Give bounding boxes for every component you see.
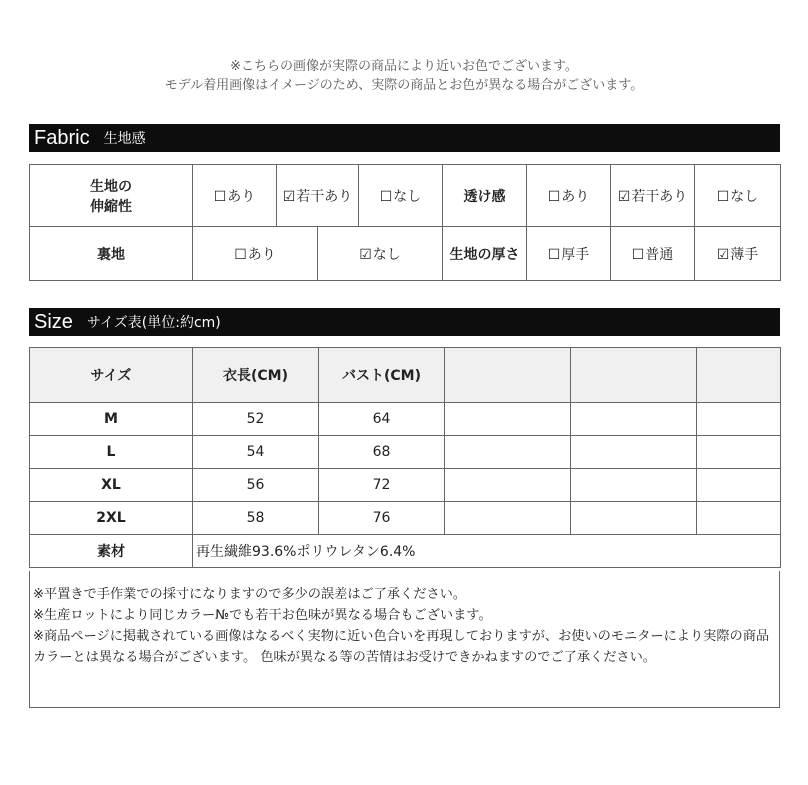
bust-cell: 76 — [319, 502, 445, 535]
thickness-option: ☐厚手 — [527, 227, 611, 281]
length-cell: 52 — [193, 403, 319, 436]
thickness-option: ☐普通 — [611, 227, 695, 281]
length-cell: 58 — [193, 502, 319, 535]
checkbox-icon: ☐ — [631, 246, 645, 263]
note-lot-color: ※生産ロットにより同じカラー№でも若干お色味が異なる場合もございます。 — [33, 608, 492, 623]
size-subtitle: サイズ表(単位:約cm) — [86, 315, 221, 331]
size-table — [29, 347, 781, 568]
lining-option: ☐あり — [193, 227, 318, 281]
material-value: 再生繊維93.6%ポリウレタン6.4% — [193, 535, 781, 568]
size-cell: XL — [30, 469, 193, 502]
size-cell: 2XL — [30, 502, 193, 535]
col-header-empty — [571, 348, 697, 403]
col-header-size: サイズ — [30, 348, 193, 403]
empty-cell — [571, 403, 697, 436]
checked-checkbox-icon: ☑ — [617, 188, 631, 205]
stretch-label-line1: 生地の — [90, 178, 132, 195]
checkbox-icon: ☐ — [547, 246, 561, 263]
checked-checkbox-icon: ☑ — [282, 188, 296, 205]
size-cell: L — [30, 436, 193, 469]
stretch-option: ☐あり — [193, 165, 277, 227]
size-cell: M — [30, 403, 193, 436]
empty-cell — [697, 403, 781, 436]
length-cell: 54 — [193, 436, 319, 469]
fabric-row-stretch — [30, 165, 781, 227]
table-row — [30, 469, 781, 502]
size-table-header — [30, 348, 781, 403]
fabric-row-lining — [30, 227, 781, 281]
empty-cell — [445, 502, 571, 535]
length-cell: 56 — [193, 469, 319, 502]
col-header-empty — [445, 348, 571, 403]
bust-cell: 72 — [319, 469, 445, 502]
empty-cell — [445, 436, 571, 469]
col-header-bust: バスト(CM) — [319, 348, 445, 403]
thickness-label: 生地の厚さ — [443, 227, 527, 281]
note-measurement: ※平置きで手作業での採寸になりますので多少の誤差はご了承ください。 — [33, 587, 467, 602]
color-notice-line1: ※こちらの画像が実際の商品により近いお色でございます。 — [230, 59, 578, 74]
color-notice — [0, 57, 808, 95]
fabric-header-bar — [29, 124, 780, 152]
checked-checkbox-icon: ☑ — [716, 246, 730, 263]
thickness-option: ☑薄手 — [695, 227, 781, 281]
col-header-empty — [697, 348, 781, 403]
checkbox-icon: ☐ — [213, 188, 227, 205]
color-notice-line2: モデル着用画像はイメージのため、実際の商品とお色が異なる場合がございます。 — [164, 78, 644, 93]
fabric-table — [29, 164, 781, 281]
empty-cell — [571, 502, 697, 535]
sheer-option: ☑若干あり — [611, 165, 695, 227]
fabric-title: Fabric — [34, 126, 90, 149]
lining-label: 裏地 — [30, 227, 193, 281]
sheer-option: ☐なし — [695, 165, 781, 227]
fabric-subtitle: 生地感 — [103, 131, 146, 147]
sheer-label: 透け感 — [443, 165, 527, 227]
checkbox-icon: ☐ — [547, 188, 561, 205]
table-row — [30, 502, 781, 535]
empty-cell — [697, 502, 781, 535]
size-title: Size — [34, 310, 73, 333]
empty-cell — [697, 436, 781, 469]
notes-box — [29, 571, 780, 708]
table-row — [30, 436, 781, 469]
material-row — [30, 535, 781, 568]
table-row — [30, 403, 781, 436]
checkbox-icon: ☐ — [716, 188, 730, 205]
checkbox-icon: ☐ — [234, 246, 247, 263]
sheer-option: ☐あり — [527, 165, 611, 227]
col-header-length: 衣長(CM) — [193, 348, 319, 403]
material-label: 素材 — [30, 535, 193, 568]
lining-option: ☑なし — [318, 227, 443, 281]
checkbox-icon: ☐ — [379, 188, 393, 205]
empty-cell — [571, 469, 697, 502]
bust-cell: 64 — [319, 403, 445, 436]
empty-cell — [445, 469, 571, 502]
size-header-bar — [29, 308, 780, 336]
stretch-option: ☐なし — [359, 165, 443, 227]
empty-cell — [697, 469, 781, 502]
stretch-label — [30, 165, 193, 227]
checked-checkbox-icon: ☑ — [359, 246, 372, 263]
stretch-label-line2: 伸縮性 — [90, 198, 132, 215]
stretch-option: ☑若干あり — [277, 165, 359, 227]
empty-cell — [571, 436, 697, 469]
empty-cell — [445, 403, 571, 436]
bust-cell: 68 — [319, 436, 445, 469]
note-monitor-color: ※商品ページに掲載されている画像はなるべく実物に近い色合いを再現しておりますが、お使いのモニターにより実際の商品カラーとは異なる場合がございます。 色味が異なる等の苦情はお受けできかねますのでご了承ください。 — [33, 629, 770, 665]
